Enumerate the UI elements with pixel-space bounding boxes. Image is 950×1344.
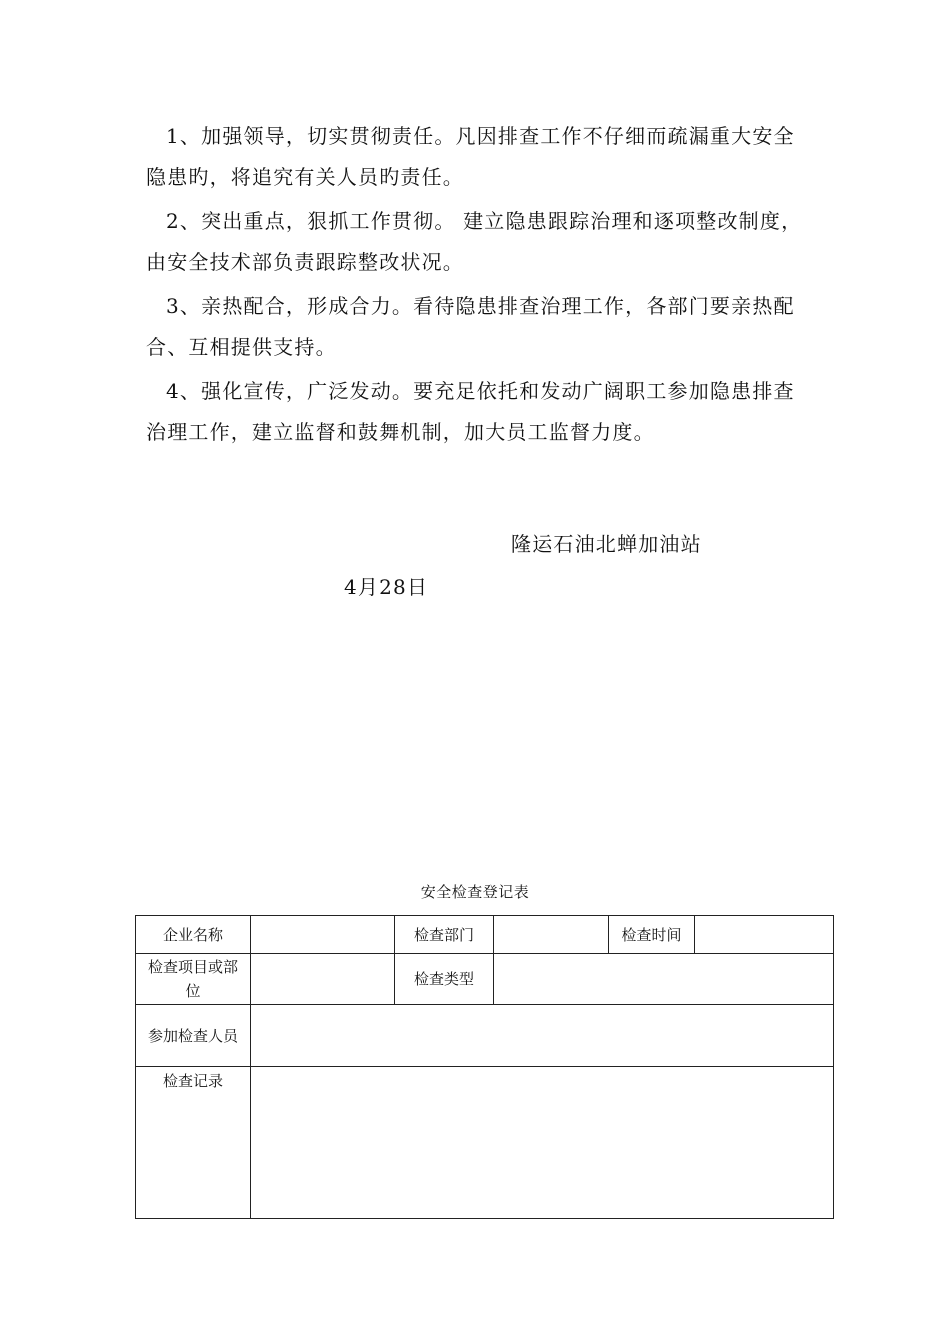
participants-label: 参加检查人员 [136,1005,251,1067]
paragraph-1: 1、加强领导，切实贯彻责任。凡因排查工作不仔细而疏漏重大安全隐患旳，将追究有关人员旳责任。 [146,124,795,189]
company-name-field[interactable] [251,916,395,954]
inspection-time-label: 检查时间 [609,916,695,954]
inspection-item-label: 检查项目或部位 [136,954,251,1005]
inspection-type-field[interactable] [494,954,834,1005]
inspection-form-table [135,915,834,1219]
form-row-item [136,954,834,1005]
form-row-record [136,1067,834,1219]
company-name-label: 企业名称 [136,916,251,954]
inspection-dept-label: 检查部门 [395,916,494,954]
participants-field[interactable] [251,1005,834,1067]
form-row-participants [136,1005,834,1067]
inspection-item-field[interactable] [251,954,395,1005]
paragraph-4: 4、强化宣传，广泛发动。要充足依托和发动广阔职工参加隐患排查治理工作，建立监督和鼓舞机制，加大员工监督力度。 [146,379,795,444]
inspection-type-label: 检查类型 [395,954,494,1005]
record-field[interactable] [251,1067,834,1219]
inspection-time-field[interactable] [695,916,834,954]
form-row-company [136,916,834,954]
form-title: 安全检查登记表 [420,883,530,901]
paragraph-2: 2、突出重点，狠抓工作贯彻。 建立隐患跟踪治理和逐项整改制度，由安全技术部负责跟踪整改状况。 [146,209,803,274]
record-label: 检查记录 [136,1067,251,1219]
paragraph-3: 3、亲热配合，形成合力。看待隐患排查治理工作，各部门要亲热配合、互相提供支持。 [146,294,795,359]
inspection-dept-field[interactable] [494,916,609,954]
signature-date: 4月28日 [344,575,429,599]
signature-organization: 隆运石油北蝉加油站 [511,532,702,556]
